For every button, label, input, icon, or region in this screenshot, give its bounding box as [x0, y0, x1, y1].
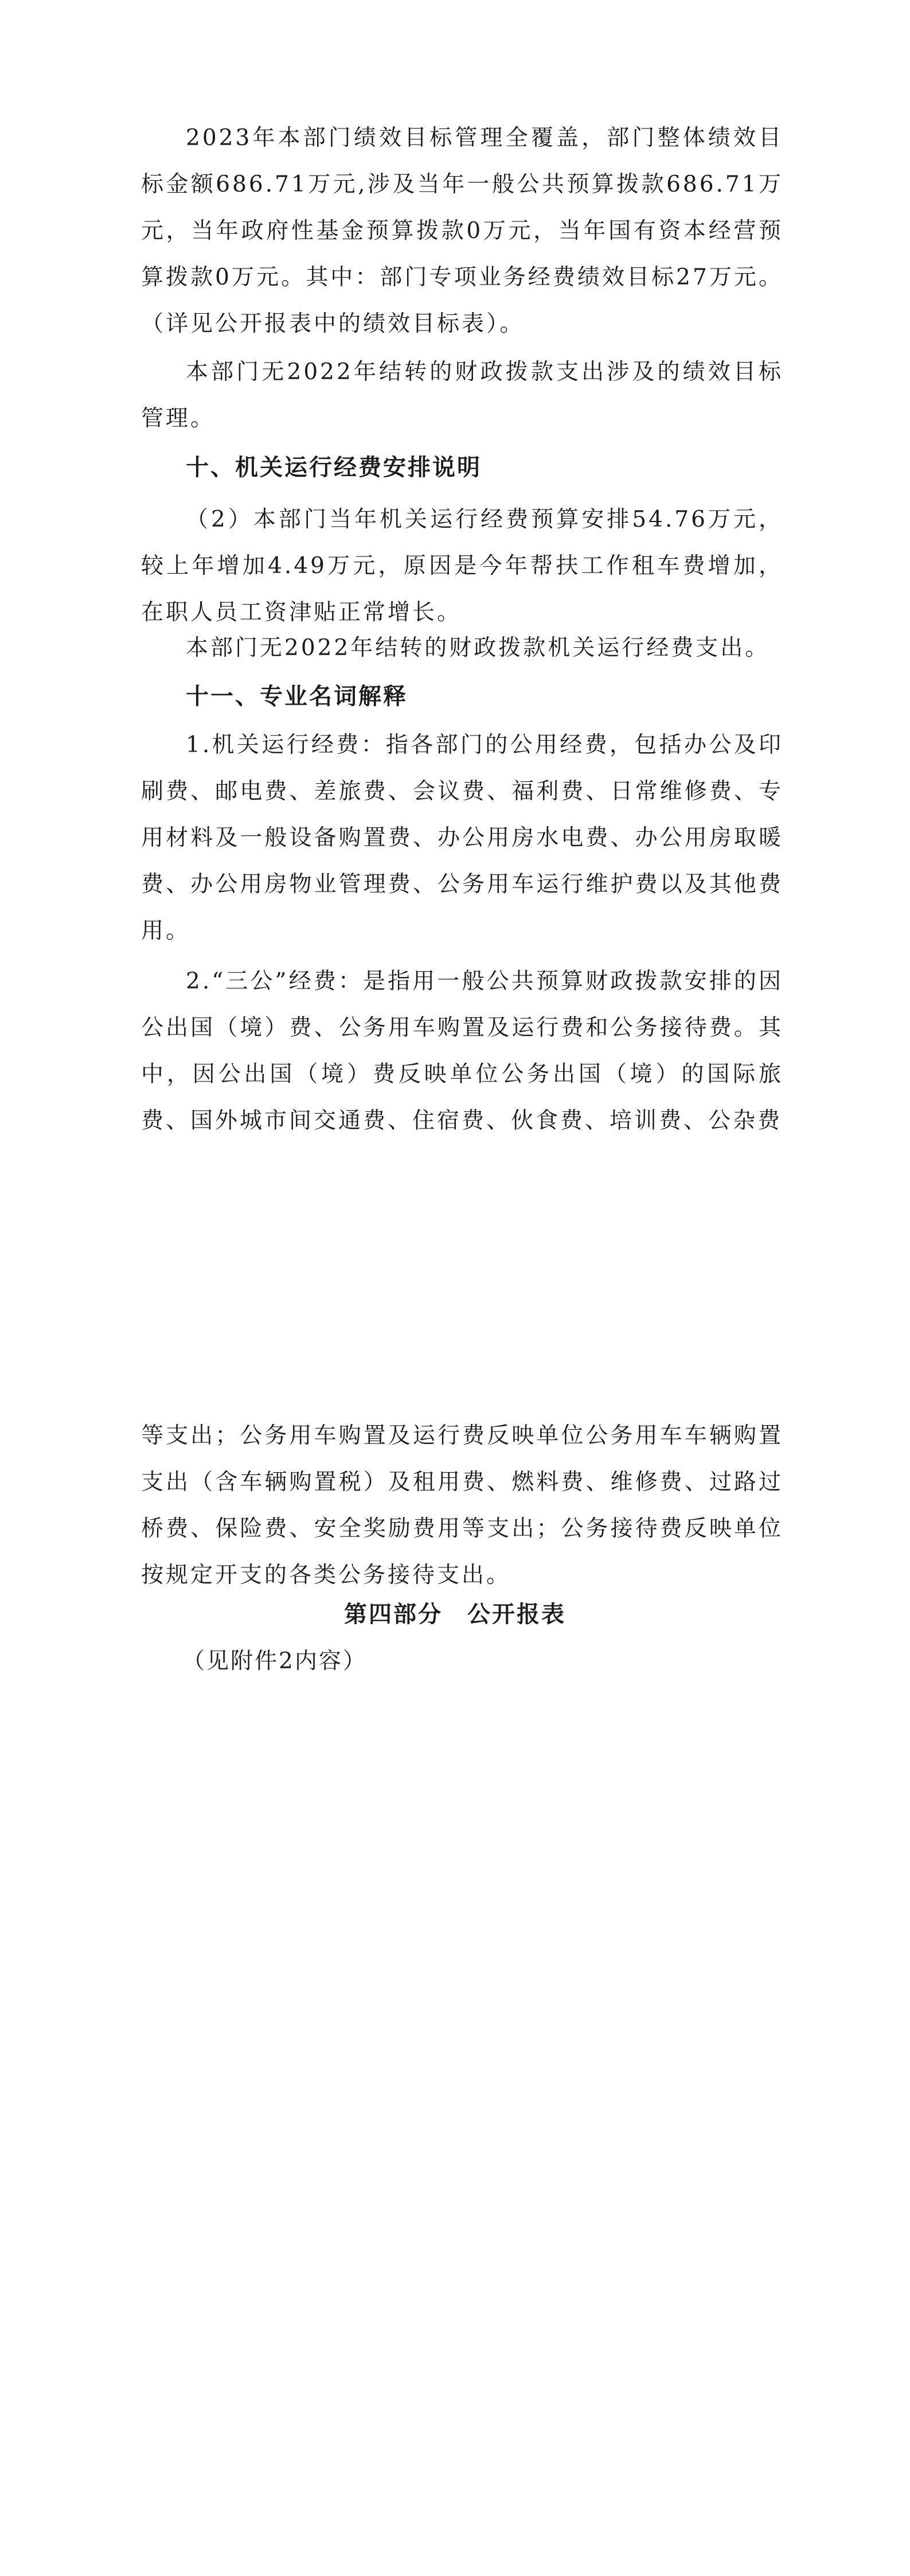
part-four-title: 第四部分 公开报表	[344, 1601, 566, 1628]
paragraph-carryover-performance: 本部门无2022年结转的财政拨款支出涉及的绩效目标管理。	[141, 359, 783, 431]
paragraph-operating-expenses: （2）本部门当年机关运行经费预算安排54.76万元，较上年增加4.49万元，原因是今年帮扶工作租车费增加，在职人员工资津贴正常增长。	[141, 507, 783, 625]
paragraph-term-three-public-expenses: 2.“三公”经费：是指用一般公共预算财政拨款安排的因公出国（境）费、公务用车购置及运行费和公务接待费。其中，因公出国（境）费反映单位公务出国（境）的国际旅费、国外城市间交通费、住宿费、伙食费、培训费、公杂费	[141, 968, 783, 1134]
attachment-note: （见附件2内容）	[182, 1648, 367, 1674]
paragraph-carryover-operating: 本部门无2022年结转的财政拨款机关运行经费支出。	[186, 635, 770, 661]
section-heading-10: 十、机关运行经费安排说明	[186, 454, 482, 481]
paragraph-performance-targets: 2023年本部门绩效目标管理全覆盖，部门整体绩效目标金额686.71万元,涉及当年一般公共预算拨款686.71万元，当年政府性基金预算拨款0万元，当年国有资本经营预算拨款0万元。其中：部门专项业务经费绩效目标27万元。（详见公开报表中的绩效目标表）。	[141, 125, 783, 337]
paragraph-term-operating-expenses: 1.机关运行经费：指各部门的公用经费，包括办公及印刷费、邮电费、差旅费、会议费、福利费、日常维修费、专用材料及一般设备购置费、办公用房水电费、办公用房取暖费、办公用房物业管理费、公务用车运行维护费以及其他费用。	[141, 732, 783, 944]
section-heading-11: 十一、专业名词解释	[186, 683, 408, 710]
paragraph-term-three-public-expenses-continued: 等支出；公务用车购置及运行费反映单位公务用车车辆购置支出（含车辆购置税）及租用费、燃料费、维修费、过路过桥费、保险费、安全奖励费用等支出；公务接待费反映单位按规定开支的各类公务接待支出。	[141, 1423, 783, 1588]
